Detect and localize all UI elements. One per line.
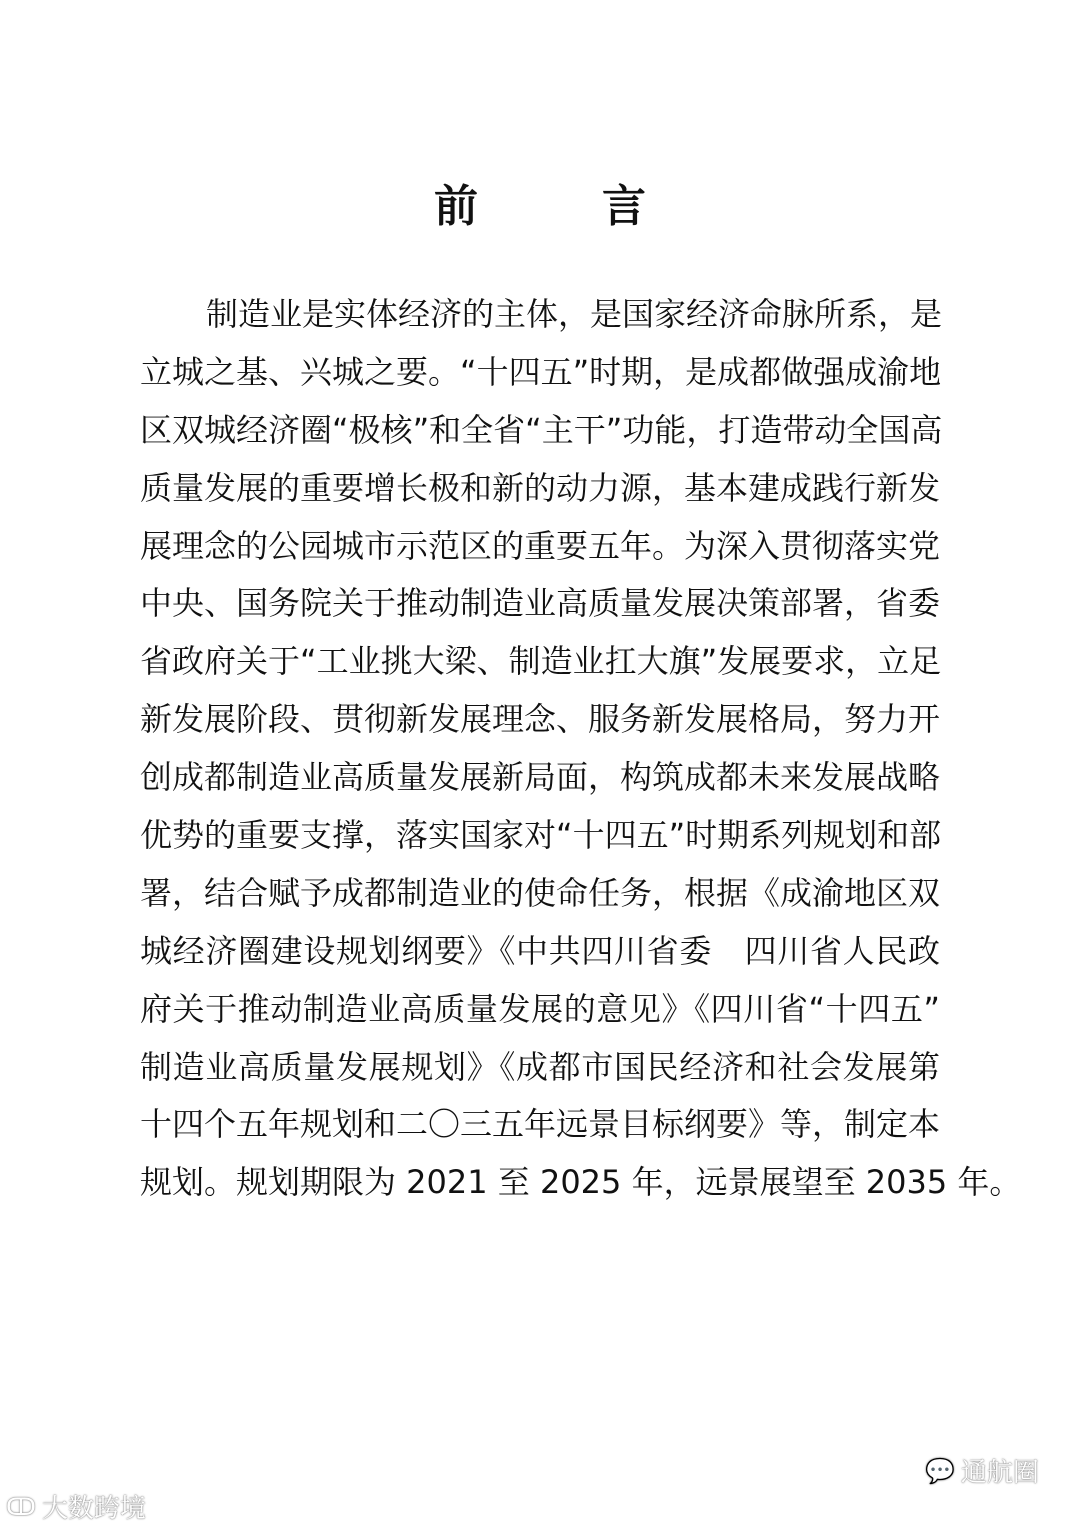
- paragraph-line: 规划。规划期限为 2021 至 2025 年，远景展望至 2035 年。: [140, 1163, 1022, 1202]
- paragraph-line: 质量发展的重要增长极和新的动力源，基本建成践行新发: [140, 468, 941, 507]
- watermark-left-text: 大数跨境: [41, 1494, 146, 1524]
- page-title: 前 言: [434, 181, 686, 232]
- paragraph-line: 署，结合赋予成都制造业的使命任务，根据《成渝地区双: [140, 873, 941, 912]
- paragraph-line: 中央、国务院关于推动制造业高质量发展决策部署，省委: [140, 584, 941, 623]
- paragraph-line: 展理念的公园城市示范区的重要五年。为深入贯彻落实党: [140, 526, 941, 565]
- paragraph-line: 制造业高质量发展规划》《成都市国民经济和社会发展第: [140, 1047, 940, 1086]
- paragraph-line: 十四个五年规划和二〇三五年远景目标纲要》等，制定本: [140, 1105, 941, 1144]
- paragraph-line: 创成都制造业高质量发展新局面，构筑成都未来发展战略: [140, 758, 941, 797]
- watermark-right-text: 通航圈: [960, 1458, 1039, 1488]
- paragraph-line: 府关于推动制造业高质量发展的意见》《四川省“十四五”: [140, 989, 940, 1028]
- paragraph-line: 制造业是实体经济的主体，是国家经济命脉所系，是: [206, 295, 943, 333]
- wechat-icon: 💬: [925, 1456, 955, 1485]
- paragraph-line: 新发展阶段、贯彻新发展理念、服务新发展格局，努力开: [140, 700, 941, 739]
- paragraph-line: 区双城经济圈“极核”和全省“主干”功能，打造带动全国高: [140, 410, 943, 449]
- paragraph-line: 优势的重要支撑，落实国家对“十四五”时期系列规划和部: [140, 816, 942, 855]
- logo-icon: ↀ: [6, 1492, 36, 1521]
- paragraph-line: 立城之基、兴城之要。“十四五”时期，是成都做强成渝地: [140, 352, 942, 391]
- paragraph-line: 城经济圈建设规划纲要》《中共四川省委 四川省人民政: [140, 931, 940, 970]
- paragraph-line: 省政府关于“工业挑大梁、制造业扛大旗”发展要求，立足: [140, 642, 942, 681]
- preface-paragraph: [140, 292, 1022, 1218]
- watermark-right: [925, 1452, 1039, 1489]
- watermark-left: [6, 1488, 146, 1525]
